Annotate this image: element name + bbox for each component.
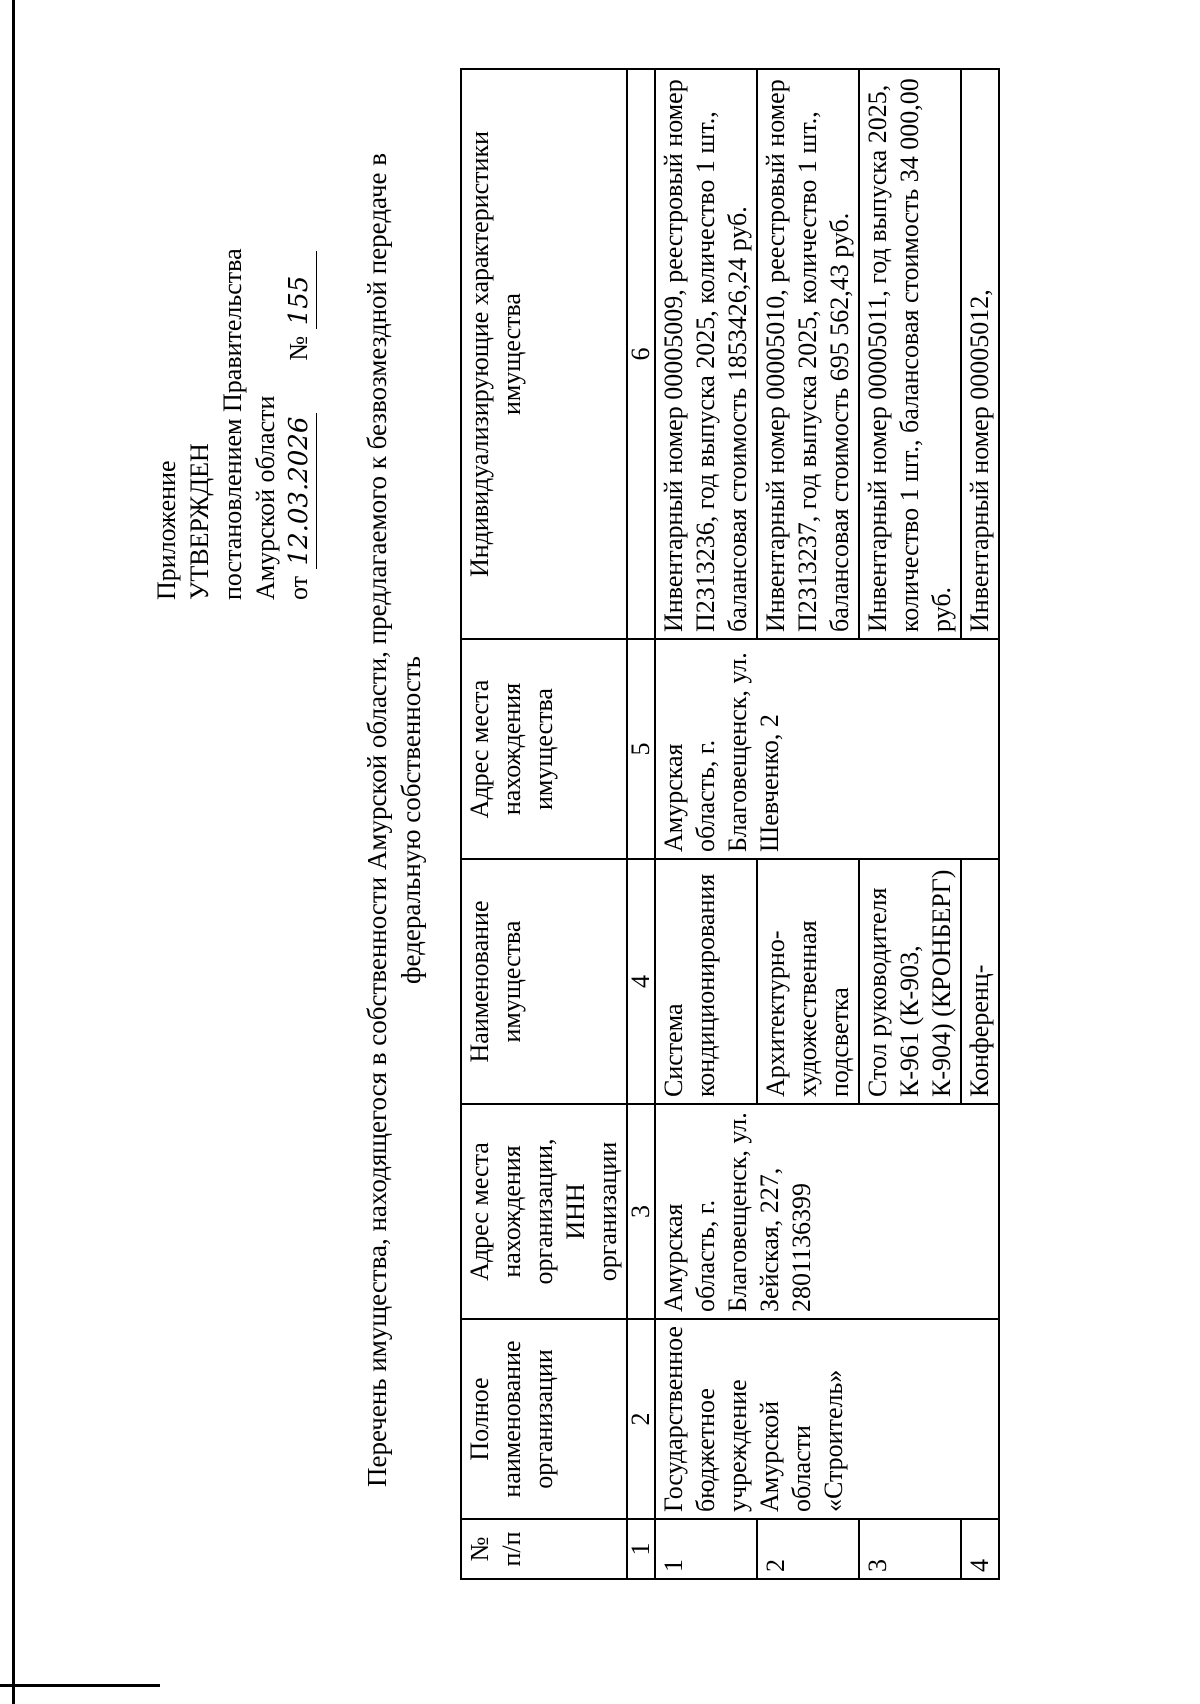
appendix-label: Приложение [152,460,181,600]
property-characteristics: Инвентарный номер 00005010, реестровый номер П2313237, год выпуска 2025, количество 1 шт., балансовая стоимость 695 562,43 руб. [757,69,859,639]
column-number: 6 [627,69,655,639]
property-address: Амурская область, г. Благовещенск, ул. Шевченко, 2 [655,639,999,859]
table-row [655,69,757,1579]
number-label: № [284,335,313,361]
approval-block [150,60,317,600]
header-organization-name: Полное наименование организации [461,1319,627,1519]
document-title [360,70,428,1570]
property-name: Конференц- [961,859,999,1104]
approved-label: УТВЕРЖДЕН [185,443,214,600]
rotated-document-sheet [110,60,1090,1640]
date-prefix: от [284,575,313,600]
header-organization-address: Адрес места нахождения организации, ИНН организации [461,1104,627,1319]
property-name: Система кондиционирования [655,859,757,1104]
date-number-line [282,60,317,600]
property-registry-table [460,68,1000,1580]
row-number: 4 [961,1519,999,1579]
column-number: 4 [627,859,655,1104]
column-number: 2 [627,1319,655,1519]
header-row-number: № п/п [461,1519,627,1579]
title-line-1: Перечень имущества, находящегося в собственности Амурской области, предлагаемого к безвозмездной передаче в [362,152,392,1488]
resolution-label: постановлением Правительства [218,248,247,600]
property-characteristics: Инвентарный номер 00005012, [961,69,999,639]
column-number: 5 [627,639,655,859]
column-number: 1 [627,1519,655,1579]
row-number: 3 [859,1519,961,1579]
property-name: Стол руководителя К-961 (К-903, К-904) (КРОНБЕРГ) [859,859,961,1104]
handwritten-number: 155 [283,251,317,329]
region-label: Амурской области [251,395,280,600]
property-characteristics: Инвентарный номер 00005009, реестровый номер П2313236, год выпуска 2025, количество 1 шт., балансовая стоимость 1853426,24 руб. [655,69,757,639]
header-characteristics: Индивидуализирующие характеристики имущества [461,69,627,639]
organization-name: Государственное бюджетное учреждение Амурской области «Строитель» [655,1319,999,1519]
property-characteristics: Инвентарный номер 00005011, год выпуска 2025, количество 1 шт., балансовая стоимость 34 000,00 руб. [859,69,961,639]
title-line-2: федеральную собственность [396,656,426,984]
column-number: 3 [627,1104,655,1319]
row-number: 2 [757,1519,859,1579]
page-left-edge-rule [12,0,15,1704]
handwritten-date: 12.03.2026 [283,413,317,570]
organization-address-inn: Амурская область, г. Благовещенск, ул. Зейская, 227, 2801136399 [655,1104,999,1319]
property-name: Архитектурно-художественная подсветка [757,859,859,1104]
header-property-name: Наименование имущества [461,859,627,1104]
column-number-row [627,69,655,1579]
header-property-address: Адрес места нахождения имущества [461,639,627,859]
page-bottom-edge-rule [0,1684,160,1687]
table-header-row [461,69,627,1579]
row-number: 1 [655,1519,757,1579]
